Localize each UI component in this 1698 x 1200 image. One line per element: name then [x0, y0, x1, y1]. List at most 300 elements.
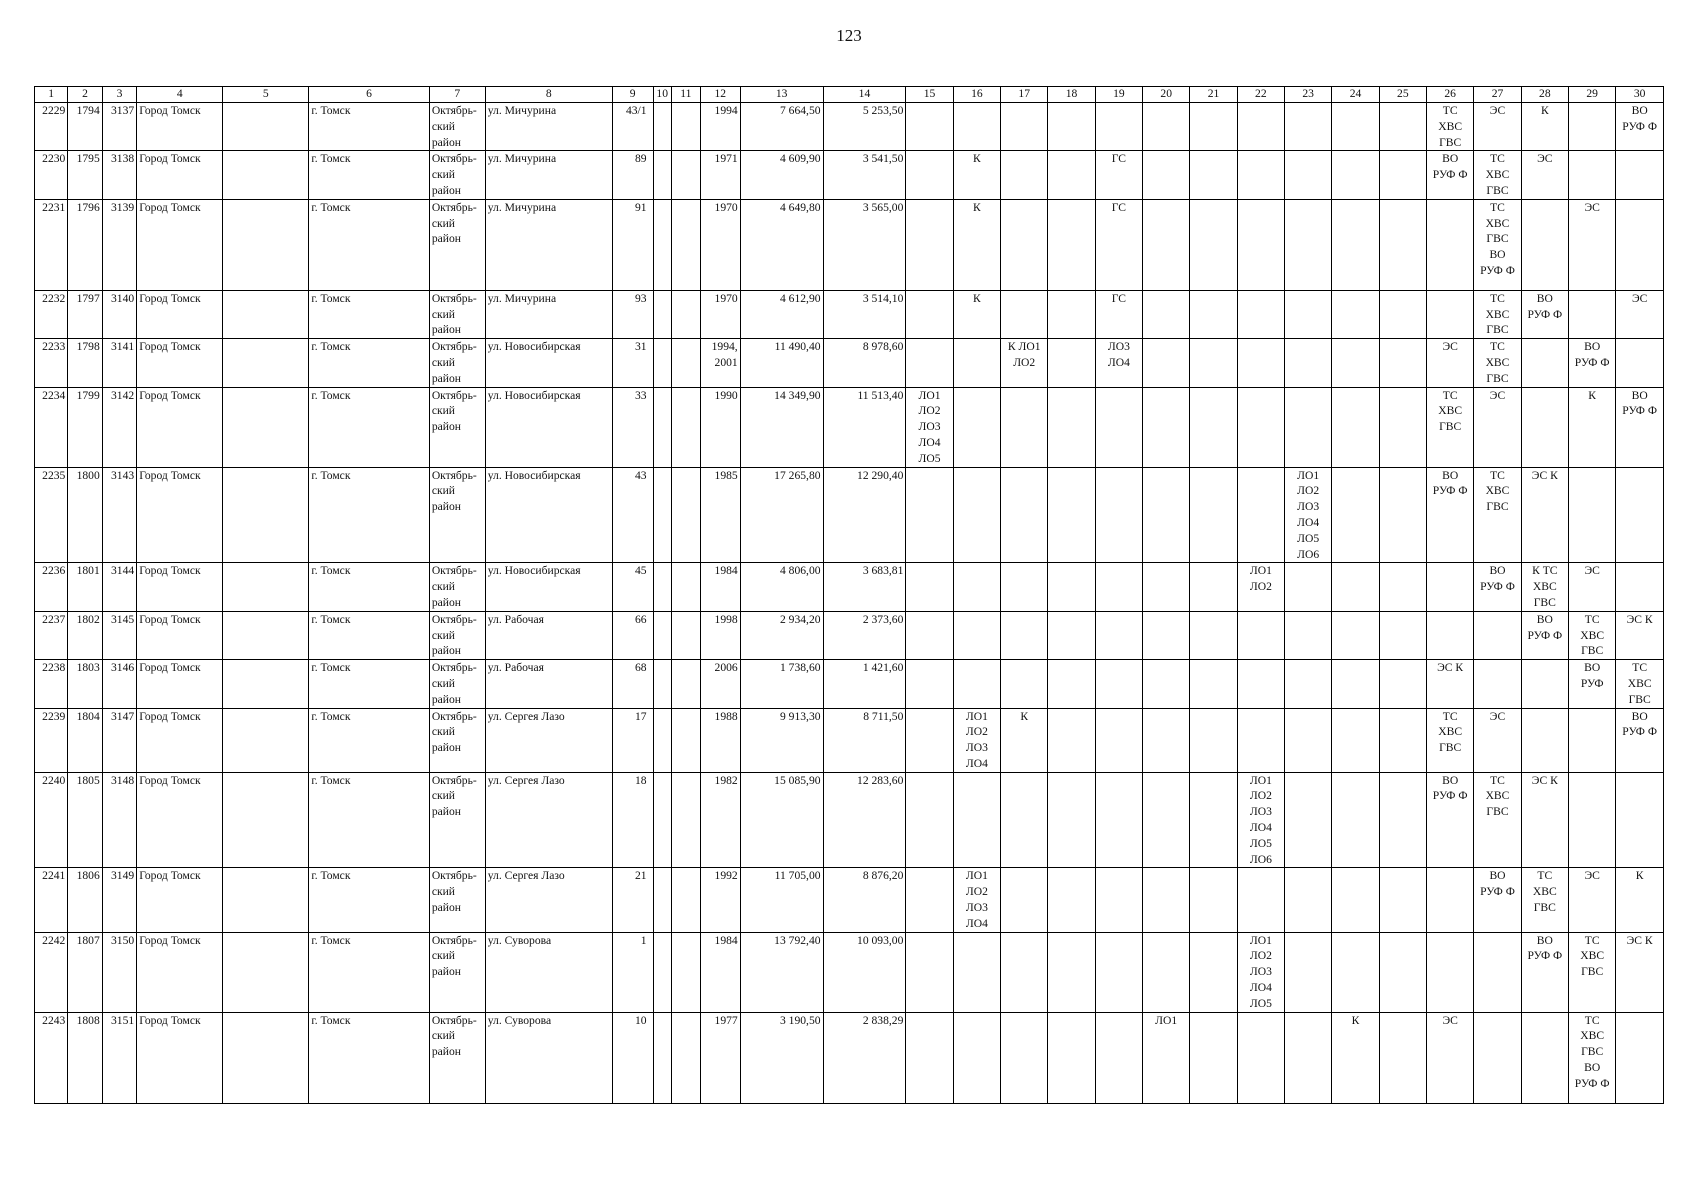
cell-col-2: 1795 [68, 151, 102, 199]
cell-col-4: Город Томск [137, 103, 223, 151]
cell-col-27: ТС ХВС ГВС [1474, 290, 1521, 338]
cell-col-30: ТС ХВС ГВС [1616, 660, 1664, 708]
cell-col-19 [1095, 932, 1142, 1012]
cell-col-29 [1568, 772, 1615, 868]
cell-col-27: ТС ХВС ГВС [1474, 151, 1521, 199]
cell-col-22 [1237, 611, 1284, 659]
cell-col-10 [653, 467, 671, 563]
cell-col-29 [1568, 708, 1615, 772]
cell-col-27: ЭС [1474, 387, 1521, 467]
cell-col-1: 2231 [35, 199, 68, 290]
cell-col-28: ВО РУФ Ф [1521, 611, 1568, 659]
cell-col-9: 43/1 [612, 103, 653, 151]
cell-col-22 [1237, 1012, 1284, 1103]
cell-col-9: 1 [612, 932, 653, 1012]
cell-col-27 [1474, 932, 1521, 1012]
cell-col-29: ЭС [1568, 199, 1615, 290]
cell-col-17 [1001, 660, 1048, 708]
cell-col-2: 1806 [68, 868, 102, 932]
cell-col-4: Город Томск [137, 467, 223, 563]
cell-col-11 [671, 868, 700, 932]
cell-col-2: 1796 [68, 199, 102, 290]
cell-col-18 [1048, 103, 1095, 151]
cell-col-20 [1143, 339, 1190, 387]
cell-col-29 [1568, 290, 1615, 338]
cell-col-26 [1427, 199, 1474, 290]
cell-col-4: Город Томск [137, 868, 223, 932]
cell-col-12: 1994 [700, 103, 740, 151]
cell-col-3: 3145 [102, 611, 136, 659]
cell-col-14: 1 421,60 [823, 660, 906, 708]
cell-col-21 [1190, 563, 1237, 611]
cell-col-21 [1190, 1012, 1237, 1103]
cell-col-7: Октябрь- ский район [429, 563, 485, 611]
cell-col-23 [1285, 563, 1332, 611]
column-header-21: 21 [1190, 87, 1237, 103]
cell-col-23 [1285, 772, 1332, 868]
cell-col-8: ул. Рабочая [485, 611, 612, 659]
cell-col-24 [1332, 563, 1379, 611]
cell-col-2: 1798 [68, 339, 102, 387]
cell-col-11 [671, 772, 700, 868]
cell-col-12: 1971 [700, 151, 740, 199]
cell-col-23 [1285, 1012, 1332, 1103]
cell-col-6: г. Томск [309, 1012, 430, 1103]
cell-col-24 [1332, 660, 1379, 708]
cell-col-27: ТС ХВС ГВС [1474, 772, 1521, 868]
cell-col-24 [1332, 199, 1379, 290]
cell-col-10 [653, 563, 671, 611]
table-row [35, 932, 1664, 1012]
cell-col-30 [1616, 199, 1664, 290]
cell-col-29 [1568, 151, 1615, 199]
cell-col-21 [1190, 339, 1237, 387]
cell-col-26: ЭС [1427, 1012, 1474, 1103]
cell-col-28: ВО РУФ Ф [1521, 290, 1568, 338]
cell-col-30: К [1616, 868, 1664, 932]
cell-col-25 [1379, 1012, 1426, 1103]
cell-col-16: К [953, 199, 1000, 290]
column-header-28: 28 [1521, 87, 1568, 103]
cell-col-12: 1992 [700, 868, 740, 932]
cell-col-14: 5 253,50 [823, 103, 906, 151]
cell-col-20 [1143, 932, 1190, 1012]
cell-col-15 [906, 708, 953, 772]
table-row [35, 199, 1664, 290]
cell-col-25 [1379, 708, 1426, 772]
cell-col-12: 1982 [700, 772, 740, 868]
cell-col-18 [1048, 772, 1095, 868]
column-header-4: 4 [137, 87, 223, 103]
table-row [35, 467, 1664, 563]
cell-col-2: 1794 [68, 103, 102, 151]
cell-col-18 [1048, 290, 1095, 338]
cell-col-6: г. Томск [309, 467, 430, 563]
cell-col-25 [1379, 611, 1426, 659]
cell-col-16 [953, 339, 1000, 387]
cell-col-19 [1095, 103, 1142, 151]
column-header-8: 8 [485, 87, 612, 103]
cell-col-7: Октябрь- ский район [429, 932, 485, 1012]
cell-col-17 [1001, 467, 1048, 563]
cell-col-7: Октябрь- ский район [429, 660, 485, 708]
cell-col-21 [1190, 868, 1237, 932]
cell-col-12: 2006 [700, 660, 740, 708]
cell-col-1: 2240 [35, 772, 68, 868]
cell-col-30: ЭС [1616, 290, 1664, 338]
cell-col-16: ЛО1 ЛО2 ЛО3 ЛО4 [953, 868, 1000, 932]
cell-col-30: ЭС К [1616, 611, 1664, 659]
column-header-30: 30 [1616, 87, 1664, 103]
cell-col-4: Город Томск [137, 339, 223, 387]
cell-col-22 [1237, 103, 1284, 151]
cell-col-5 [223, 339, 309, 387]
table-row [35, 103, 1664, 151]
cell-col-5 [223, 290, 309, 338]
cell-col-1: 2239 [35, 708, 68, 772]
column-header-11: 11 [671, 87, 700, 103]
cell-col-11 [671, 660, 700, 708]
cell-col-2: 1797 [68, 290, 102, 338]
cell-col-28 [1521, 199, 1568, 290]
cell-col-3: 3138 [102, 151, 136, 199]
cell-col-13: 11 705,00 [740, 868, 823, 932]
table-row [35, 290, 1664, 338]
cell-col-10 [653, 708, 671, 772]
cell-col-9: 66 [612, 611, 653, 659]
cell-col-20 [1143, 199, 1190, 290]
cell-col-18 [1048, 339, 1095, 387]
table-row [35, 708, 1664, 772]
cell-col-12: 1984 [700, 932, 740, 1012]
column-header-9: 9 [612, 87, 653, 103]
cell-col-12: 1988 [700, 708, 740, 772]
cell-col-1: 2242 [35, 932, 68, 1012]
cell-col-13: 9 913,30 [740, 708, 823, 772]
table-row [35, 772, 1664, 868]
cell-col-1: 2235 [35, 467, 68, 563]
cell-col-20 [1143, 387, 1190, 467]
cell-col-10 [653, 932, 671, 1012]
cell-col-22 [1237, 868, 1284, 932]
cell-col-14: 8 978,60 [823, 339, 906, 387]
cell-col-14: 12 283,60 [823, 772, 906, 868]
cell-col-20 [1143, 563, 1190, 611]
column-header-19: 19 [1095, 87, 1142, 103]
cell-col-7: Октябрь- ский район [429, 1012, 485, 1103]
cell-col-30 [1616, 339, 1664, 387]
cell-col-18 [1048, 611, 1095, 659]
cell-col-13: 15 085,90 [740, 772, 823, 868]
cell-col-1: 2236 [35, 563, 68, 611]
cell-col-5 [223, 151, 309, 199]
cell-col-6: г. Томск [309, 932, 430, 1012]
cell-col-21 [1190, 708, 1237, 772]
cell-col-19 [1095, 660, 1142, 708]
column-header-25: 25 [1379, 87, 1426, 103]
cell-col-25 [1379, 660, 1426, 708]
cell-col-6: г. Томск [309, 660, 430, 708]
cell-col-1: 2233 [35, 339, 68, 387]
cell-col-3: 3144 [102, 563, 136, 611]
cell-col-15: ЛО1 ЛО2 ЛО3 ЛО4 ЛО5 [906, 387, 953, 467]
cell-col-22: ЛО1 ЛО2 ЛО3 ЛО4 ЛО5 [1237, 932, 1284, 1012]
cell-col-24 [1332, 290, 1379, 338]
cell-col-1: 2237 [35, 611, 68, 659]
cell-col-1: 2229 [35, 103, 68, 151]
cell-col-8: ул. Новосибирская [485, 467, 612, 563]
cell-col-27 [1474, 611, 1521, 659]
cell-col-13: 4 612,90 [740, 290, 823, 338]
column-header-18: 18 [1048, 87, 1095, 103]
cell-col-23 [1285, 151, 1332, 199]
cell-col-5 [223, 708, 309, 772]
cell-col-8: ул. Мичурина [485, 151, 612, 199]
column-header-20: 20 [1143, 87, 1190, 103]
housing-register-table [34, 86, 1664, 1104]
cell-col-14: 2 838,29 [823, 1012, 906, 1103]
cell-col-19: ГС [1095, 290, 1142, 338]
cell-col-16 [953, 611, 1000, 659]
cell-col-7: Октябрь- ский район [429, 868, 485, 932]
cell-col-26 [1427, 868, 1474, 932]
cell-col-27: ВО РУФ Ф [1474, 563, 1521, 611]
cell-col-7: Октябрь- ский район [429, 387, 485, 467]
cell-col-30: ВО РУФ Ф [1616, 103, 1664, 151]
column-header-7: 7 [429, 87, 485, 103]
cell-col-4: Город Томск [137, 199, 223, 290]
cell-col-30: ЭС К [1616, 932, 1664, 1012]
cell-col-23 [1285, 932, 1332, 1012]
cell-col-22 [1237, 467, 1284, 563]
table-row [35, 339, 1664, 387]
cell-col-18 [1048, 563, 1095, 611]
cell-col-25 [1379, 103, 1426, 151]
cell-col-20 [1143, 708, 1190, 772]
cell-col-1: 2230 [35, 151, 68, 199]
cell-col-15 [906, 1012, 953, 1103]
cell-col-28 [1521, 708, 1568, 772]
table-row [35, 660, 1664, 708]
cell-col-15 [906, 611, 953, 659]
cell-col-16: К [953, 290, 1000, 338]
cell-col-7: Октябрь- ский район [429, 290, 485, 338]
cell-col-3: 3143 [102, 467, 136, 563]
cell-col-6: г. Томск [309, 563, 430, 611]
cell-col-10 [653, 199, 671, 290]
cell-col-3: 3149 [102, 868, 136, 932]
cell-col-30 [1616, 563, 1664, 611]
cell-col-20: ЛО1 [1143, 1012, 1190, 1103]
cell-col-8: ул. Новосибирская [485, 563, 612, 611]
cell-col-22 [1237, 708, 1284, 772]
cell-col-9: 17 [612, 708, 653, 772]
cell-col-5 [223, 199, 309, 290]
cell-col-4: Город Томск [137, 932, 223, 1012]
cell-col-5 [223, 772, 309, 868]
cell-col-5 [223, 932, 309, 1012]
cell-col-11 [671, 467, 700, 563]
cell-col-24 [1332, 387, 1379, 467]
cell-col-29: ТС ХВС ГВС [1568, 932, 1615, 1012]
cell-col-9: 31 [612, 339, 653, 387]
cell-col-3: 3141 [102, 339, 136, 387]
cell-col-12: 1998 [700, 611, 740, 659]
cell-col-3: 3150 [102, 932, 136, 1012]
cell-col-14: 3 565,00 [823, 199, 906, 290]
cell-col-25 [1379, 563, 1426, 611]
cell-col-20 [1143, 467, 1190, 563]
cell-col-17 [1001, 868, 1048, 932]
cell-col-16: ЛО1 ЛО2 ЛО3 ЛО4 [953, 708, 1000, 772]
cell-col-29: ТС ХВС ГВС ВО РУФ Ф [1568, 1012, 1615, 1103]
cell-col-18 [1048, 708, 1095, 772]
cell-col-26 [1427, 290, 1474, 338]
cell-col-17 [1001, 151, 1048, 199]
cell-col-22 [1237, 387, 1284, 467]
cell-col-2: 1803 [68, 660, 102, 708]
column-header-17: 17 [1001, 87, 1048, 103]
cell-col-21 [1190, 151, 1237, 199]
cell-col-9: 89 [612, 151, 653, 199]
cell-col-17 [1001, 290, 1048, 338]
cell-col-26: ВО РУФ Ф [1427, 467, 1474, 563]
column-header-5: 5 [223, 87, 309, 103]
cell-col-18 [1048, 868, 1095, 932]
cell-col-20 [1143, 290, 1190, 338]
cell-col-7: Октябрь- ский район [429, 611, 485, 659]
cell-col-8: ул. Суворова [485, 932, 612, 1012]
cell-col-2: 1805 [68, 772, 102, 868]
cell-col-13: 11 490,40 [740, 339, 823, 387]
cell-col-27: ВО РУФ Ф [1474, 868, 1521, 932]
cell-col-30 [1616, 1012, 1664, 1103]
cell-col-9: 10 [612, 1012, 653, 1103]
cell-col-28 [1521, 660, 1568, 708]
cell-col-19 [1095, 467, 1142, 563]
cell-col-28 [1521, 387, 1568, 467]
cell-col-15 [906, 103, 953, 151]
cell-col-7: Октябрь- ский район [429, 339, 485, 387]
cell-col-4: Город Томск [137, 151, 223, 199]
cell-col-19 [1095, 611, 1142, 659]
cell-col-29: ВО РУФ Ф [1568, 339, 1615, 387]
cell-col-26 [1427, 611, 1474, 659]
cell-col-18 [1048, 660, 1095, 708]
cell-col-9: 45 [612, 563, 653, 611]
cell-col-24 [1332, 103, 1379, 151]
cell-col-1: 2238 [35, 660, 68, 708]
cell-col-25 [1379, 199, 1426, 290]
cell-col-20 [1143, 772, 1190, 868]
cell-col-2: 1807 [68, 932, 102, 1012]
cell-col-21 [1190, 290, 1237, 338]
cell-col-20 [1143, 868, 1190, 932]
cell-col-17: К [1001, 708, 1048, 772]
cell-col-2: 1804 [68, 708, 102, 772]
cell-col-4: Город Томск [137, 772, 223, 868]
cell-col-1: 2241 [35, 868, 68, 932]
cell-col-10 [653, 387, 671, 467]
cell-col-7: Октябрь- ский район [429, 708, 485, 772]
cell-col-17 [1001, 199, 1048, 290]
cell-col-13: 3 190,50 [740, 1012, 823, 1103]
cell-col-22 [1237, 660, 1284, 708]
cell-col-25 [1379, 290, 1426, 338]
cell-col-24 [1332, 868, 1379, 932]
cell-col-17: К ЛО1 ЛО2 [1001, 339, 1048, 387]
cell-col-14: 3 514,10 [823, 290, 906, 338]
column-header-1: 1 [35, 87, 68, 103]
cell-col-10 [653, 660, 671, 708]
cell-col-21 [1190, 103, 1237, 151]
cell-col-11 [671, 151, 700, 199]
cell-col-24: К [1332, 1012, 1379, 1103]
cell-col-24 [1332, 772, 1379, 868]
cell-col-13: 4 806,00 [740, 563, 823, 611]
cell-col-7: Октябрь- ский район [429, 151, 485, 199]
cell-col-17 [1001, 932, 1048, 1012]
cell-col-17 [1001, 772, 1048, 868]
cell-col-7: Октябрь- ский район [429, 199, 485, 290]
page-number: 123 [836, 26, 862, 45]
cell-col-29: К [1568, 387, 1615, 467]
cell-col-26 [1427, 563, 1474, 611]
cell-col-28: К [1521, 103, 1568, 151]
cell-col-15 [906, 290, 953, 338]
cell-col-17 [1001, 103, 1048, 151]
cell-col-23 [1285, 387, 1332, 467]
cell-col-8: ул. Суворова [485, 1012, 612, 1103]
cell-col-12: 1977 [700, 1012, 740, 1103]
cell-col-20 [1143, 103, 1190, 151]
cell-col-25 [1379, 772, 1426, 868]
cell-col-12: 1990 [700, 387, 740, 467]
cell-col-19 [1095, 868, 1142, 932]
cell-col-14: 2 373,60 [823, 611, 906, 659]
column-header-22: 22 [1237, 87, 1284, 103]
cell-col-11 [671, 708, 700, 772]
column-header-23: 23 [1285, 87, 1332, 103]
cell-col-27: ТС ХВС ГВС [1474, 339, 1521, 387]
cell-col-10 [653, 339, 671, 387]
cell-col-23 [1285, 611, 1332, 659]
column-header-26: 26 [1427, 87, 1474, 103]
cell-col-15 [906, 868, 953, 932]
cell-col-11 [671, 932, 700, 1012]
cell-col-19 [1095, 1012, 1142, 1103]
cell-col-28: ТС ХВС ГВС [1521, 868, 1568, 932]
cell-col-9: 91 [612, 199, 653, 290]
cell-col-6: г. Томск [309, 868, 430, 932]
cell-col-11 [671, 199, 700, 290]
cell-col-15 [906, 932, 953, 1012]
cell-col-27: ТС ХВС ГВС [1474, 467, 1521, 563]
cell-col-9: 93 [612, 290, 653, 338]
cell-col-21 [1190, 387, 1237, 467]
cell-col-9: 43 [612, 467, 653, 563]
column-header-3: 3 [102, 87, 136, 103]
cell-col-17 [1001, 387, 1048, 467]
cell-col-3: 3139 [102, 199, 136, 290]
cell-col-26 [1427, 932, 1474, 1012]
cell-col-18 [1048, 387, 1095, 467]
cell-col-8: ул. Сергея Лазо [485, 868, 612, 932]
cell-col-22: ЛО1 ЛО2 ЛО3 ЛО4 ЛО5 ЛО6 [1237, 772, 1284, 868]
cell-col-5 [223, 563, 309, 611]
cell-col-19 [1095, 387, 1142, 467]
cell-col-15 [906, 339, 953, 387]
